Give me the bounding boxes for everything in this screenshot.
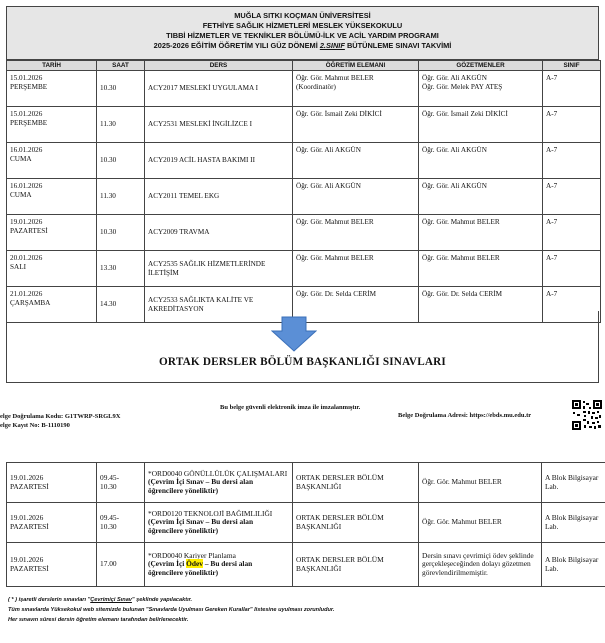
cell-room: A Blok Bilgisayar Lab. — [542, 543, 605, 587]
cell-instructor: ORTAK DERSLER BÖLÜM BAŞKANLIĞI — [293, 543, 419, 587]
qr-code-icon — [572, 400, 602, 430]
cell-date — [7, 107, 97, 143]
course-note-post: – Bu dersi alan öğrencilere yöneliktir) — [148, 559, 253, 577]
header-line-2: FETHİYE SAĞLIK HİZMETLERİ MESLEK YÜKSEKOKULU — [202, 21, 403, 30]
exam-date: 19.01.2026 — [10, 555, 44, 564]
col-header-date: TARİH — [7, 61, 97, 71]
table-row — [7, 71, 601, 107]
exam-date: 21.01.2026 — [10, 290, 43, 298]
section-title: ORTAK DERSLER BÖLÜM BAŞKANLIĞI SINAVLARI — [159, 356, 446, 368]
header-line-4-class: 2.SINIF — [319, 41, 345, 50]
table-row — [7, 463, 605, 503]
header-line-3: TIBBİ HİZMETLER VE TEKNİKLER BÖLÜMÜ-İLK VE ACİL YARDIM PROGRAMI — [166, 31, 439, 40]
exam-date: 19.01.2026 — [10, 218, 43, 226]
exam-day: PAZARTESİ — [10, 481, 49, 491]
exam-day: SALI — [10, 262, 26, 271]
cell-date — [7, 215, 97, 251]
table-row — [7, 143, 601, 179]
cell-proctor: Öğr. Gör. Ali AKGÜN Öğr. Gör. Melek PAY ATEŞ — [419, 71, 543, 107]
exam-date: 19.01.2026 — [10, 513, 44, 522]
cell-room: A-7 — [543, 215, 601, 251]
cell-date — [7, 543, 97, 587]
course-note — [148, 560, 289, 577]
course-note-highlight: Ödev — [186, 559, 204, 569]
cell-proctor: Öğr. Gör. Ali AKGÜN — [419, 143, 543, 179]
cell-room: A Blok Bilgisayar Lab. — [542, 503, 605, 543]
cell-time: 10.30 — [97, 71, 145, 107]
cell-time: 11.30 — [97, 107, 145, 143]
cell-time: 13.30 — [97, 251, 145, 287]
tracking-number: elge Kayıt No: B-1110190 — [0, 422, 70, 429]
col-header-room: SINIF — [543, 61, 601, 71]
cell-instructor: ORTAK DERSLER BÖLÜM BAŞKANLIĞI — [293, 503, 419, 543]
cell-course: ACY2535 SAĞLIK HİZMETLERİNDE İLETİŞİM — [145, 251, 293, 287]
exam-date: 16.01.2026 — [10, 182, 43, 190]
course-name: *ORD0120 TEKNOLOJİ BAĞIMLILIĞI — [148, 508, 273, 518]
cell-instructor: Öğr. Gör. Ali AKGÜN — [293, 143, 419, 179]
cell-room: A-7 — [543, 251, 601, 287]
cell-room: A Blok Bilgisayar Lab. — [542, 463, 605, 503]
cell-date — [7, 179, 97, 215]
cell-course: ACY2533 SAĞLIKTA KALİTE VE AKREDİTASYON — [145, 287, 293, 323]
cell-date — [7, 71, 97, 107]
note-duration: Her sınavın süresi dersin öğretim elemanı tarafından belirlenecektir. — [8, 617, 189, 623]
cell-course: ACY2011 TEMEL EKG — [145, 179, 293, 215]
course-note-pre: (Çevrim İçi — [148, 559, 187, 569]
exam-day: ÇARŞAMBA — [10, 298, 51, 307]
table-row — [7, 543, 605, 587]
exam-day: PERŞEMBE — [10, 118, 48, 127]
cell-proctor: Öğr. Gör. Ali AKGÜN — [419, 179, 543, 215]
exam-day: CUMA — [10, 190, 32, 199]
exam-date: 16.01.2026 — [10, 146, 43, 154]
exam-schedule-table — [6, 60, 601, 323]
down-arrow-icon — [271, 316, 317, 352]
note-online-exam-link: Çevrimiçi Sınav — [90, 597, 132, 603]
cell-date — [7, 503, 97, 543]
course-name: *ORD0040 GÖNÜLLÜLÜK ÇALIŞMALARI — [148, 468, 288, 478]
e-signature-note: Bu belge güvenli elektronik imza ile imzalanmıştır. — [220, 404, 361, 411]
table-row — [7, 215, 601, 251]
cell-instructor: Öğr. Gör. Mahmut BELER — [293, 215, 419, 251]
cell-time: 09.45- 10.30 — [97, 463, 145, 503]
cell-course: ACY2017 MESLEKİ UYGULAMA I — [145, 71, 293, 107]
exam-date: 20.01.2026 — [10, 254, 43, 262]
note-online-exam-pre: ( * ) işaretli derslerin sınavları " — [8, 597, 91, 603]
cell-time: 10.30 — [97, 215, 145, 251]
cell-instructor: Öğr. Gör. İsmail Zeki DİKİCİ — [293, 107, 419, 143]
header-line-4-suffix: BÜTÜNLEME SINAVI TAKVİMİ — [346, 41, 452, 50]
cell-course — [145, 543, 293, 587]
cell-time: 17.00 — [97, 543, 145, 587]
cell-course: ACY2019 ACİL HASTA BAKIMI II — [145, 143, 293, 179]
cell-proctor: Öğr. Gör. Mahmut BELER — [419, 215, 543, 251]
cell-proctor: Öğr. Gör. Dr. Selda CERİM — [419, 287, 543, 323]
cell-proctor: Öğr. Gör. Mahmut BELER — [419, 251, 543, 287]
cell-proctor: Öğr. Gör. Mahmut BELER — [419, 503, 542, 543]
cell-date — [7, 463, 97, 503]
cell-time: 10.30 — [97, 143, 145, 179]
notes — [8, 595, 334, 625]
exam-day: PAZARTESİ — [10, 563, 49, 573]
exam-date: 15.01.2026 — [10, 110, 43, 118]
cell-instructor: Öğr. Gör. Mahmut BELER (Koordinatör) — [293, 71, 419, 107]
note-rules: Tüm sınavlarda Yüksekokul web sitemizde bulunan "Sınavlarda Uyulması Gereken Kurallar" listesine uyulması zorunludur. — [8, 607, 335, 613]
header-line-4-prefix: 2025-2026 EĞİTİM ÖĞRETİM YILI GÜZ DÖNEMİ — [153, 41, 318, 50]
table-row — [7, 251, 601, 287]
col-header-proctors: GÖZETMENLER — [419, 61, 543, 71]
exam-day: PAZARTESİ — [10, 226, 48, 235]
cell-time: 14.30 — [97, 287, 145, 323]
cell-instructor: Öğr. Gör. Ali AKGÜN — [293, 179, 419, 215]
table-row — [7, 503, 605, 543]
table-row — [7, 107, 601, 143]
cell-proctor: Öğr. Gör. Mahmut BELER — [419, 463, 542, 503]
course-note: (Çevrim İçi Sınav – Bu dersi alan öğrencilere yöneliktir) — [148, 517, 254, 535]
cell-proctor: Öğr. Gör. İsmail Zeki DİKİCİ — [419, 107, 543, 143]
cell-instructor: Öğr. Gör. Mahmut BELER — [293, 251, 419, 287]
cell-room: A-7 — [543, 287, 601, 323]
cell-room: A-7 — [543, 71, 601, 107]
note-online-exam-post: " şeklinde yapılacaktır. — [131, 597, 193, 603]
cell-room: A-7 — [543, 107, 601, 143]
cell-course — [145, 463, 293, 503]
cell-room: A-7 — [543, 179, 601, 215]
common-exams-table — [6, 462, 605, 587]
course-name: *ORD0040 Kariyer Planlama — [148, 550, 236, 560]
verification-address: Belge Doğrulama Adresi: https://ebds.mu.edu.tr — [398, 412, 532, 419]
cell-course: ACY2531 MESLEKİ İNGİLİZCE I — [145, 107, 293, 143]
exam-date: 19.01.2026 — [10, 473, 44, 482]
table-row — [7, 179, 601, 215]
cell-instructor: ORTAK DERSLER BÖLÜM BAŞKANLIĞI — [293, 463, 419, 503]
cell-instructor: Öğr. Gör. Dr. Selda CERİM — [293, 287, 419, 323]
document-header — [6, 6, 599, 60]
cell-date — [7, 251, 97, 287]
col-header-time: SAAT — [97, 61, 145, 71]
cell-time: 09.45- 10.30 — [97, 503, 145, 543]
verification-code: elge Doğrulama Kodu: G1TWRP-SRGL9X — [0, 413, 121, 420]
cell-room: A-7 — [543, 143, 601, 179]
note-online-exam — [8, 595, 334, 605]
course-note: (Çevrim İçi Sınav – Bu dersi alan öğrencilere yöneliktir) — [148, 477, 254, 495]
cell-proctor: Dersin sınavı çevrimiçi ödev şeklinde gerçekleşeceğinden dolayı gözetmen görevlendirilmemiştir. — [419, 543, 542, 587]
col-header-course: DERS — [145, 61, 293, 71]
table-header-row — [7, 61, 601, 71]
cell-time: 11.30 — [97, 179, 145, 215]
col-header-instructor: ÖĞRETİM ELEMANI — [293, 61, 419, 71]
header-line-1: MUĞLA SITKI KOÇMAN ÜNİVERSİTESİ — [234, 11, 371, 20]
cell-date — [7, 143, 97, 179]
exam-day: CUMA — [10, 154, 32, 163]
exam-day: PERŞEMBE — [10, 82, 48, 91]
cell-course — [145, 503, 293, 543]
cell-course: ACY2009 TRAVMA — [145, 215, 293, 251]
verification-info — [0, 412, 120, 430]
exam-date: 15.01.2026 — [10, 74, 43, 82]
header-line-4 — [7, 41, 598, 51]
exam-day: PAZARTESİ — [10, 521, 49, 531]
